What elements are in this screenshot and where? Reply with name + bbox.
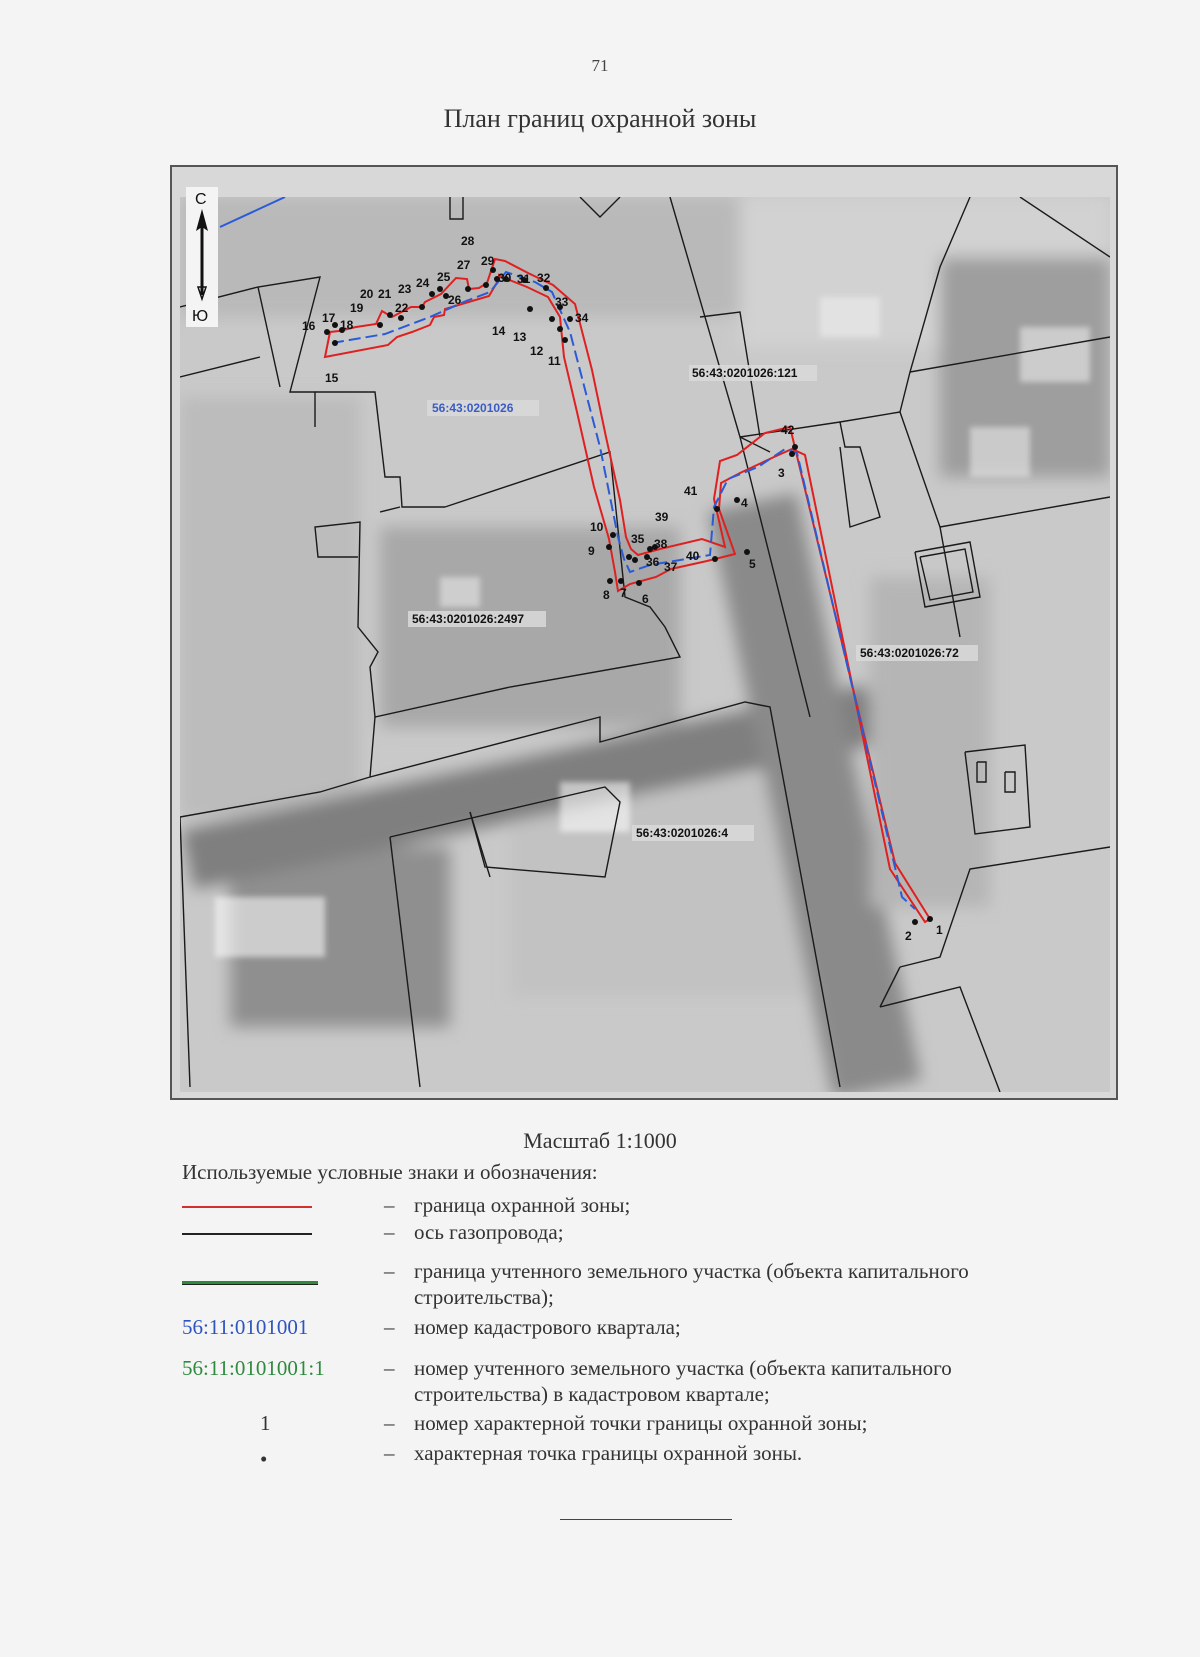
point-label-11: 11 [548, 354, 561, 368]
legend-symbol-point-marker: • [260, 1447, 268, 1471]
point-label-1: 1 [936, 923, 943, 937]
point-label-24: 24 [416, 276, 430, 290]
point-label-27: 27 [457, 258, 471, 272]
legend-dash: – [384, 1220, 395, 1244]
legend-desc: номер характерной точки границы охранной зоны; [414, 1411, 868, 1435]
point-label-6: 6 [642, 592, 649, 606]
point-label-42: 42 [781, 423, 795, 437]
map-canvas [180, 197, 1110, 1092]
parcel-label-121: 56:43:0201026:121 [692, 366, 798, 380]
legend-line-red [182, 1206, 312, 1208]
point-label-30: 30 [498, 271, 512, 285]
point-label-36: 36 [646, 555, 660, 569]
legend-line-dark [182, 1233, 312, 1235]
north-arrow [186, 187, 218, 327]
legend-desc: граница учтенного земельного участка (объекта капитального строительства); [414, 1259, 969, 1309]
legend-dash: – [384, 1441, 395, 1465]
point-label-41: 41 [684, 484, 698, 498]
point-label-20: 20 [360, 287, 374, 301]
map-scale: Масштаб 1:1000 [523, 1128, 677, 1153]
point-label-21: 21 [378, 287, 392, 301]
legend-desc: ось газопровода; [414, 1220, 564, 1244]
point-label-34: 34 [575, 311, 589, 325]
point-label-16: 16 [302, 319, 316, 333]
point-label-28: 28 [461, 234, 475, 248]
parcel-label-72: 56:43:0201026:72 [860, 646, 959, 660]
legend-line-green [182, 1281, 318, 1285]
parcel-label-2497: 56:43:0201026:2497 [412, 612, 525, 626]
bottom-rule [560, 1519, 732, 1520]
page-number: 71 [591, 56, 609, 75]
legend-symbol-quarter: 56:11:0101001 [182, 1315, 309, 1339]
point-label-15: 15 [325, 371, 339, 385]
point-label-18: 18 [340, 318, 354, 332]
point-label-31: 31 [517, 272, 531, 286]
point-label-33: 33 [555, 295, 569, 309]
parcel-label-4: 56:43:0201026:4 [636, 826, 729, 840]
legend-desc: номер кадастрового квартала; [414, 1315, 681, 1339]
point-label-35: 35 [631, 532, 645, 546]
point-label-19: 19 [350, 301, 364, 315]
north-label: С [195, 191, 207, 208]
point-label-8: 8 [603, 588, 610, 602]
legend-title: Используемые условные знаки и обозначения: [182, 1160, 598, 1184]
legend-desc: номер учтенного земельного участка (объекта капитального строительства) в кадастровом квартале; [414, 1356, 952, 1406]
legend-dash: – [384, 1411, 395, 1435]
point-label-5: 5 [749, 557, 756, 571]
legend-dash: – [384, 1356, 395, 1380]
point-label-39: 39 [655, 510, 669, 524]
south-label: Ю [192, 308, 209, 325]
legend-desc: характерная точка границы охранной зоны. [414, 1441, 803, 1465]
point-label-26: 26 [448, 293, 462, 307]
legend-symbol-parcel: 56:11:0101001:1 [182, 1356, 325, 1380]
point-label-22: 22 [395, 301, 409, 315]
legend-dash: – [384, 1193, 395, 1217]
point-label-10: 10 [590, 520, 604, 534]
legend-desc: граница охранной зоны; [414, 1193, 631, 1217]
point-label-9: 9 [588, 544, 595, 558]
point-label-7: 7 [620, 586, 627, 600]
legend-symbol-point-number: 1 [260, 1411, 271, 1435]
point-label-23: 23 [398, 282, 412, 296]
page-title: План границ охранной зоны [443, 104, 757, 133]
point-label-12: 12 [530, 344, 544, 358]
point-label-32: 32 [537, 271, 551, 285]
point-label-13: 13 [513, 330, 527, 344]
point-label-29: 29 [481, 254, 495, 268]
point-label-40: 40 [686, 549, 700, 563]
point-label-37: 37 [664, 560, 678, 574]
point-label-3: 3 [778, 466, 785, 480]
point-label-38: 38 [654, 537, 668, 551]
map-frame [170, 165, 1118, 1100]
legend-dash: – [384, 1315, 395, 1339]
point-label-2: 2 [905, 929, 912, 943]
cadastral-quarter-label: 56:43:0201026 [432, 401, 514, 415]
legend-dash: – [384, 1259, 395, 1283]
point-label-14: 14 [492, 324, 506, 338]
point-label-25: 25 [437, 270, 451, 284]
point-label-17: 17 [322, 311, 336, 325]
point-label-4: 4 [741, 496, 748, 510]
